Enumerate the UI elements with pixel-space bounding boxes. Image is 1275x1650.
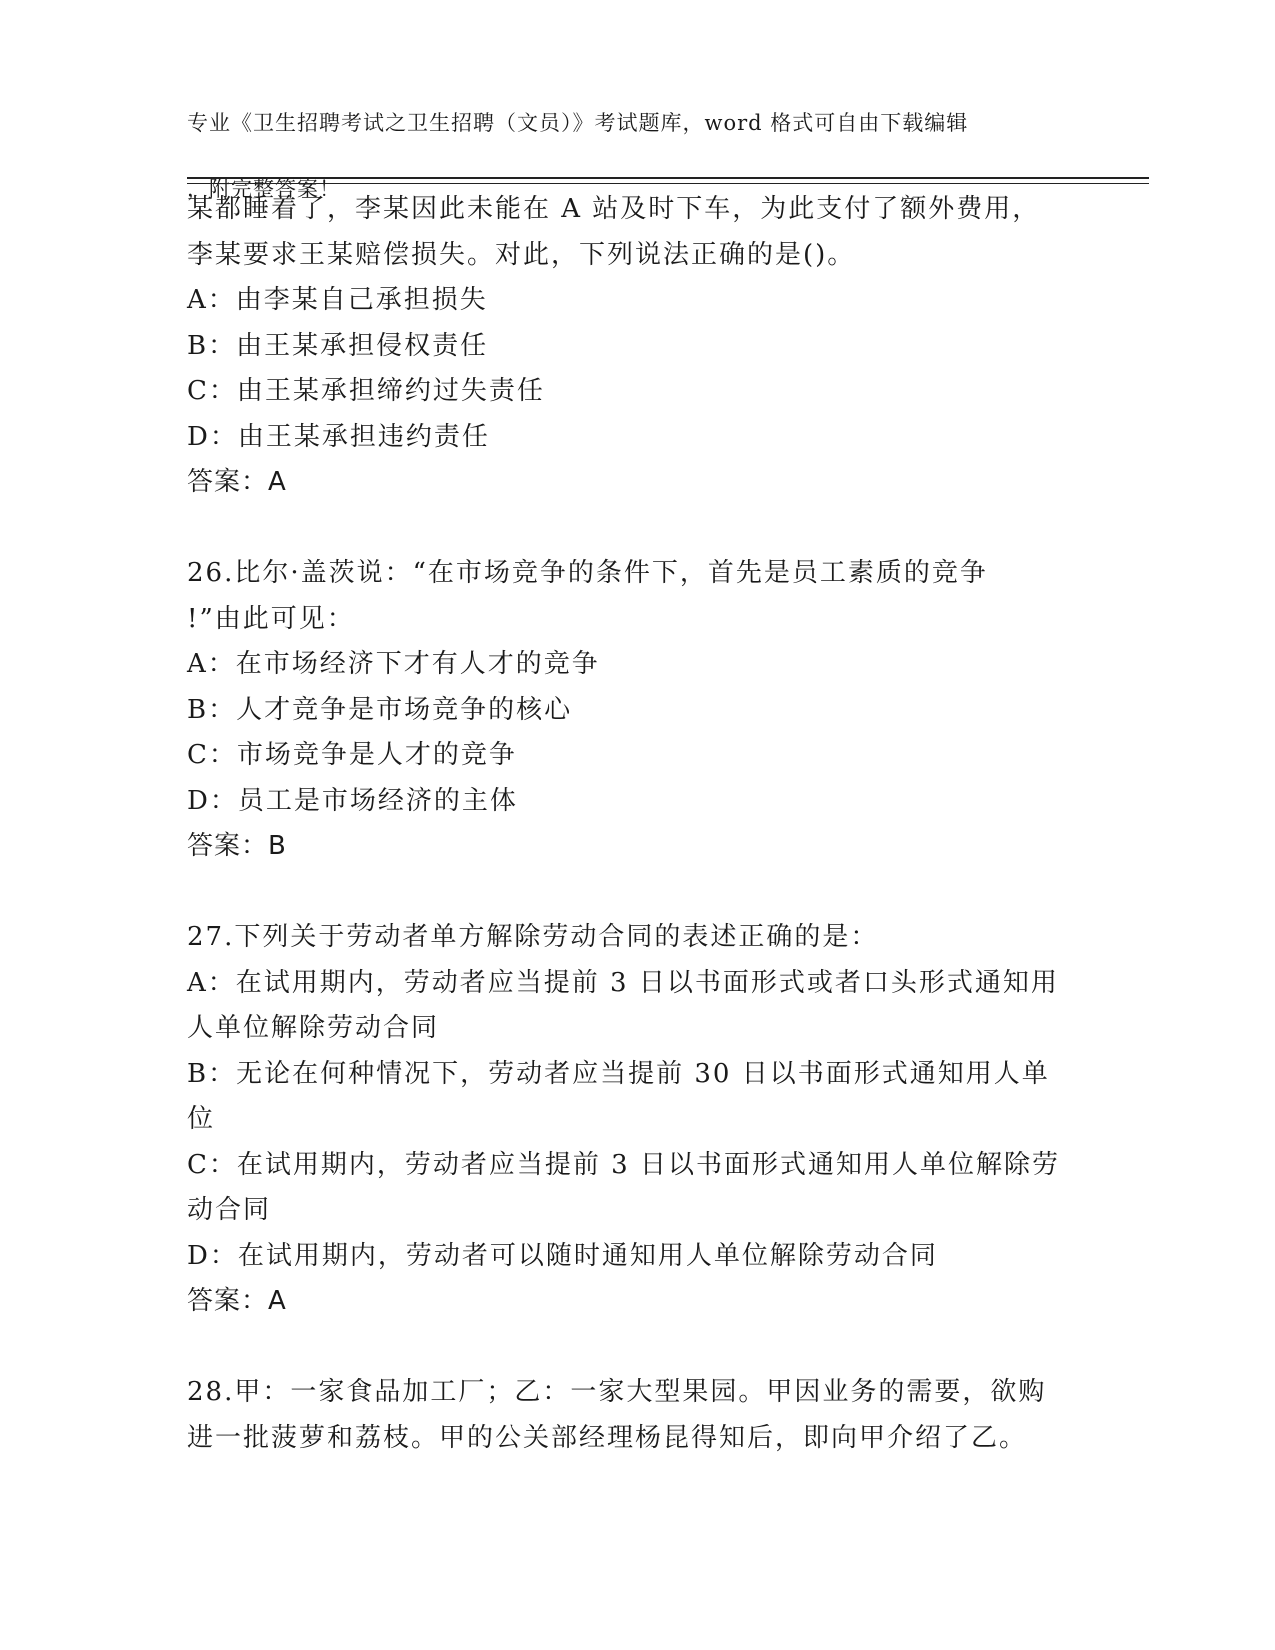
question-25-continued (187, 187, 1087, 506)
header-title-line-2: ，附完整答案！ (187, 177, 341, 201)
option-b: B：无论在何种情况下，劳动者应当提前 30 日以书面形式通知用人单 (187, 1058, 1050, 1089)
question-stem-line: !”由此可见： (187, 603, 355, 634)
spacer (187, 1325, 1087, 1371)
option-c-continued: 动合同 (187, 1195, 272, 1225)
option-b: B：人才竞争是市场竞争的核心 (187, 694, 573, 725)
question-stem-line: 某都睡着了，李某因此未能在 A 站及时下车，为此支付了额外费用， (187, 194, 1041, 224)
answer-line: 答案：B (187, 831, 287, 861)
question-stem-line: 进一批菠萝和荔枝。甲的公关部经理杨昆得知后，即向甲介绍了乙。 (187, 1422, 1028, 1453)
spacer (187, 506, 1087, 552)
question-stem-line: 28.甲：一家食品加工厂；乙：一家大型果园。甲因业务的需要，欲购 (187, 1377, 1047, 1407)
option-a: A：在试用期内，劳动者应当提前 3 日以书面形式或者口头形式通知用 (187, 967, 1059, 998)
option-d: D：员工是市场经济的主体 (187, 785, 518, 816)
header-title-line-1: 专业《卫生招聘考试之卫生招聘（文员）》考试题库，word 格式可自由下载编辑 (187, 111, 969, 135)
option-d: D：由王某承担违约责任 (187, 421, 490, 452)
option-b-continued: 位 (187, 1104, 216, 1134)
question-stem-line: 27.下列关于劳动者单方解除劳动合同的表述正确的是： (187, 922, 879, 952)
option-d: D：在试用期内，劳动者可以随时通知用人单位解除劳动合同 (187, 1240, 938, 1271)
answer-line: 答案：A (187, 1286, 287, 1316)
option-c: C：市场竞争是人才的竞争 (187, 740, 517, 770)
header-divider-thin (187, 183, 1149, 184)
option-c: C：在试用期内，劳动者应当提前 3 日以书面形式通知用人单位解除劳 (187, 1149, 1060, 1180)
question-26 (187, 551, 1087, 870)
option-a-continued: 人单位解除劳动合同 (187, 1013, 440, 1043)
option-b: B：由王某承担侵权责任 (187, 330, 489, 361)
header-divider-thick (187, 177, 1149, 179)
question-27 (187, 915, 1087, 1325)
question-list (187, 187, 1087, 1461)
option-a: A：在市场经济下才有人才的竞争 (187, 649, 600, 679)
option-c: C：由王某承担缔约过失责任 (187, 376, 545, 406)
spacer (187, 870, 1087, 916)
option-a: A：由李某自己承担损失 (187, 285, 488, 315)
question-stem-line: 26.比尔·盖茨说：“在市场竞争的条件下，首先是员工素质的竞争 (187, 558, 988, 588)
question-28 (187, 1370, 1087, 1461)
question-stem-line: 李某要求王某赔偿损失。对此，下列说法正确的是()。 (187, 239, 856, 270)
answer-line: 答案：A (187, 467, 287, 497)
